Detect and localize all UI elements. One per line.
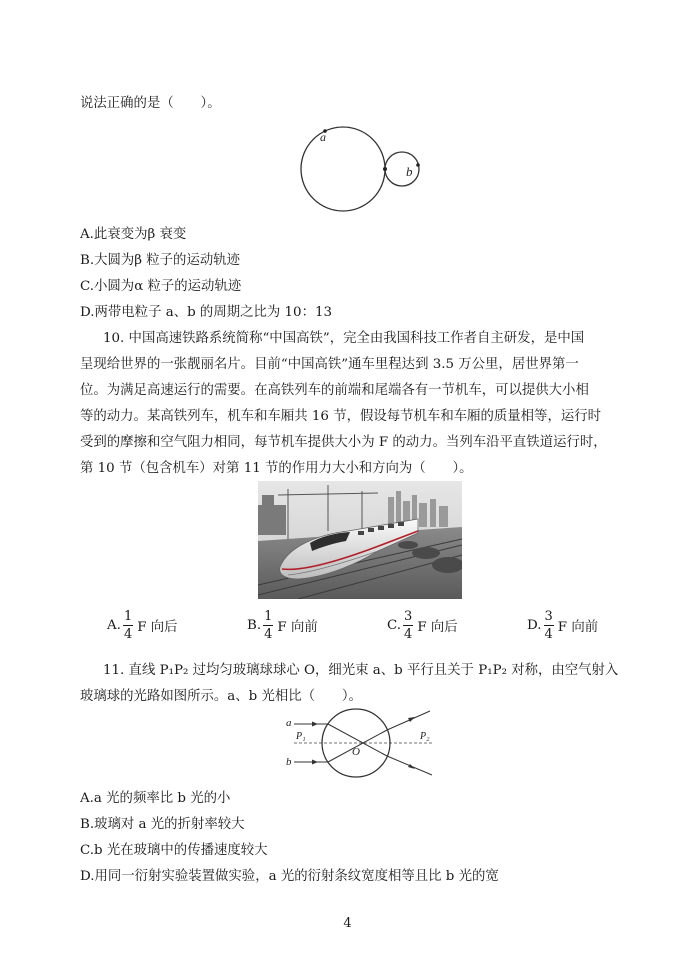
fraction-one-quarter: $\frac{1}{4}$ (123, 608, 133, 642)
decay-point (383, 167, 387, 171)
q11-line-1: 11. 直线 P₁P₂ 过均匀玻璃球球心 O，细光束 a、b 平行且关于 P₁P₂ 对称，由空气射入 (103, 663, 619, 678)
q9-stem-tail: 说法正确的是（ ）。 (80, 96, 221, 111)
q9-option-c: C.小圆为α 粒子的运动轨迹 (80, 279, 242, 294)
q11-option-b: B.玻璃对 a 光的折射率较大 (80, 817, 245, 832)
q11-option-c: C.b 光在玻璃中的传播速度较大 (80, 843, 268, 858)
q10-option-d: D. $\frac{3}{4}$ F 向前 (527, 608, 599, 642)
q10-option-b: B. $\frac{1}{4}$ F 向前 (247, 608, 318, 642)
q11-line-2: 玻璃球的光路如图所示。a、b 光相比（ ）。 (80, 689, 362, 704)
fraction-three-quarters: $\frac{3}{4}$ (544, 608, 553, 642)
label-o: O (352, 746, 360, 758)
label-a: a (320, 130, 326, 144)
page-number: 4 (343, 916, 352, 931)
q10-line-5: 受到的摩擦和空气阻力相同，每节机车提供大小为 F 的动力。当列车沿平直铁道运行时， (80, 435, 607, 450)
small-circle-track (385, 152, 419, 186)
large-circle-track (301, 127, 385, 211)
label-a: a (286, 717, 292, 729)
label-p2: P₂ (420, 731, 430, 742)
q10-line-4: 等的动力。某高铁列车，机车和车厢共 16 节，假设每节机车和车厢的质量相等，运行时 (80, 409, 602, 424)
label-b: b (406, 164, 413, 179)
q10-option-c: C. $\frac{3}{4}$ F 向后 (387, 608, 458, 642)
label-b: b (286, 756, 292, 768)
q9-option-a: A.此衰变为β 衰变 (80, 227, 187, 242)
fraction-three-quarters: $\frac{3}{4}$ (404, 608, 413, 642)
q10-option-a: A. $\frac{1}{4}$ F 向后 (107, 608, 178, 642)
q10-line-3: 位。为满足高速运行的需要。在高铁列车的前端和尾端各有一节机车，可以提供大小相 (80, 383, 589, 398)
q10-line-1: 10. 中国高速铁路系统简称“中国高铁”，完全由我国科技工作者自主研发，是中国 (103, 331, 585, 346)
q9-option-d: D.两带电粒子 a、b 的周期之比为 10：13 (80, 305, 332, 320)
q11-glass-sphere-figure (282, 705, 442, 781)
high-speed-train-photo (258, 481, 462, 599)
particle-b-dot (416, 163, 420, 167)
q11-option-d: D.用同一衍射实验装置做实验，a 光的衍射条纹宽度相等且比 b 光的宽 (80, 869, 499, 884)
q10-line-6: 第 10 节（包含机车）对第 11 节的作用力大小和方向为（ ）。 (80, 461, 473, 476)
q9-circles-figure (296, 124, 428, 216)
q11-option-a: A.a 光的频率比 b 光的小 (80, 791, 231, 806)
fraction-one-quarter: $\frac{1}{4}$ (264, 608, 273, 642)
label-p1: P₁ (296, 731, 306, 742)
q9-option-b: B.大圆为β 粒子的运动轨迹 (80, 253, 241, 268)
q10-line-2: 呈现给世界的一张靓丽名片。目前“中国高铁”通车里程达到 3.5 万公里，居世界第一 (80, 357, 579, 372)
ray-b-exit (387, 711, 430, 730)
